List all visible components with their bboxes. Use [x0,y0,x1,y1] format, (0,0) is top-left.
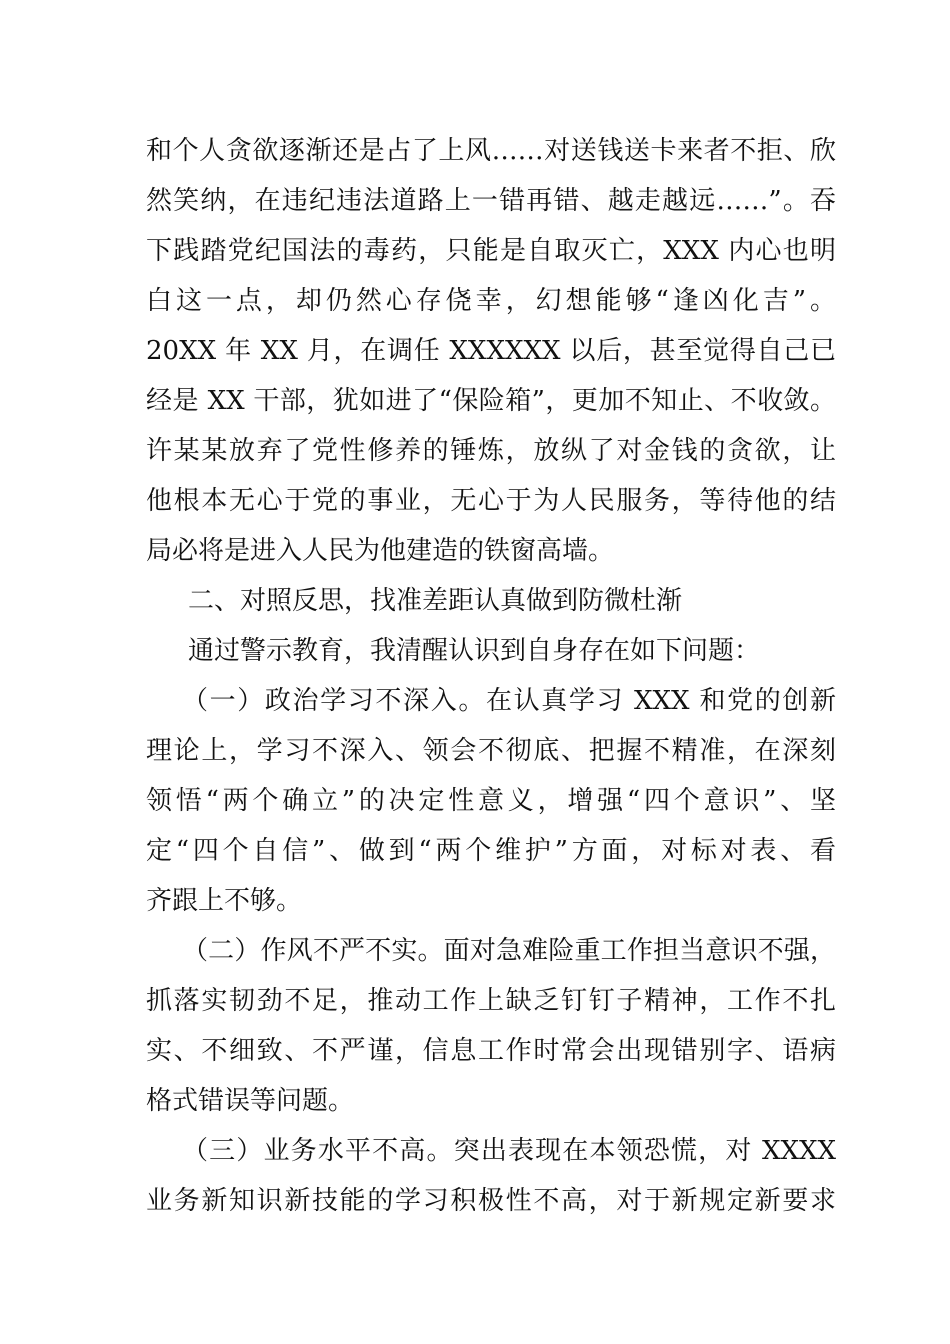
body-line-20: 格式错误等问题。 [146,1086,355,1116]
body-line-18: 抓落实韧劲不足，推动工作上缺乏钉钉子精神，工作不扎 [146,986,836,1016]
document-body [146,126,836,1226]
body-line-19: 实、不细致、不严谨，信息工作时常会出现错别字、语病 [146,1036,836,1066]
body-line-11: 通过警示教育，我清醒认识到自身存在如下问题： [188,636,761,666]
body-line-16: 齐跟上不够。 [146,886,303,916]
body-line-6: 经是 XX 干部，犹如进了“保险箱”，更加不知止、不收敛。 [146,386,836,416]
body-line-14: 领悟“两个确立”的决定性意义，增强“四个意识”、坚 [146,786,836,816]
subheading-1-line: （一）政治学习不深入。在认真学习 XXX 和党的创新 [182,686,836,716]
body-line-13: 理论上，学习不深入、领会不彻底、把握不精准，在深刻 [146,736,836,766]
body-line-8: 他根本无心于党的事业，无心于为人民服务，等待他的结 [146,486,836,516]
body-line-22: 业务新知识新技能的学习积极性不高，对于新规定新要求 [146,1186,836,1216]
body-line-15: 定“四个自信”、做到“两个维护”方面，对标对表、看 [146,836,836,866]
body-line-1: 和个人贪欲逐渐还是占了上风……对送钱送卡来者不拒、欣 [146,136,836,166]
subheading-2-line: （二）作风不严不实。面对急难险重工作担当意识不强， [182,936,836,966]
body-line-2: 然笑纳，在违纪违法道路上一错再错、越走越远……”。吞 [146,186,836,216]
body-line-7: 许某某放弃了党性修养的锤炼，放纵了对金钱的贪欲，让 [146,436,836,466]
subheading-3-line: （三）业务水平不高。突出表现在本领恐慌，对 XXXX [182,1136,836,1166]
body-line-9: 局必将是进入人民为他建造的铁窗高墙。 [146,536,615,566]
section-heading: 二、对照反思，找准差距认真做到防微杜渐 [188,586,683,616]
body-line-3: 下践踏党纪国法的毒药，只能是自取灭亡，XXX 内心也明 [146,236,836,266]
body-line-5: 20XX 年 XX 月，在调任 XXXXXX 以后，甚至觉得自己已 [146,336,836,366]
body-line-4: 白这一点，却仍然心存侥幸，幻想能够“逢凶化吉”。 [146,286,836,316]
